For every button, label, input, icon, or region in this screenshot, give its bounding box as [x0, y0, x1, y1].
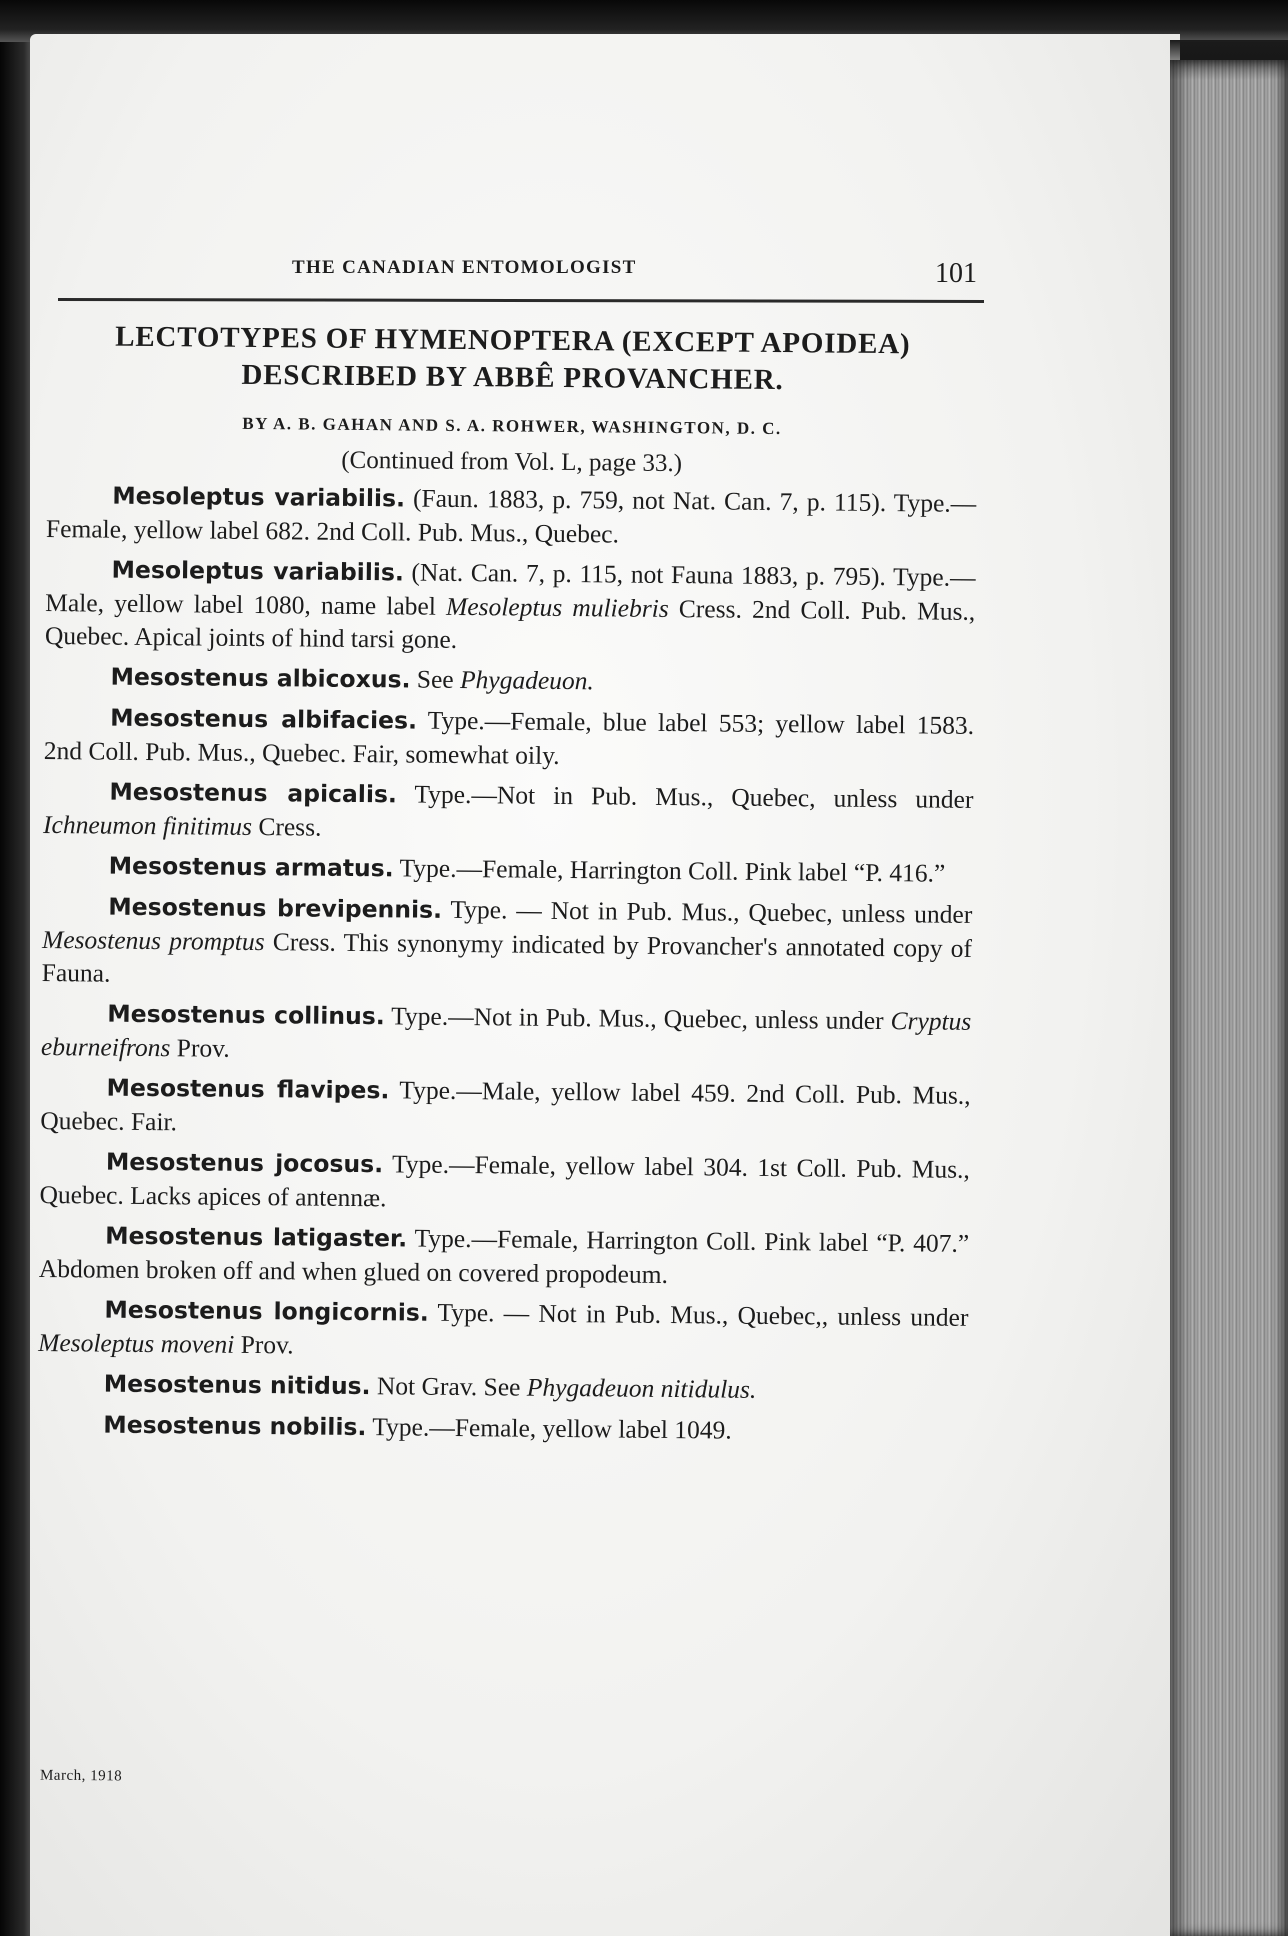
entry-text: (Nat. Can. 7, p. 115, not Fauna 1883, p. 795). Type.—Male, yellow label 1080, name label: [45, 557, 976, 621]
entry-text: Type. — Not in Pub. Mus., Quebec, unless under: [441, 894, 973, 929]
entry: [43, 848, 973, 891]
entry-italic: Mesoleptus muliebris: [445, 591, 669, 623]
entry-text: See: [410, 664, 461, 694]
entry: [39, 1218, 970, 1294]
byline: BY A. B. GAHAN AND S. A. ROHWER, WASHINGTON, D. C.: [242, 413, 782, 439]
header-rule: [58, 298, 984, 303]
entry-text: Type.—Female, Harrington Coll. Pink label “P. 416.”: [393, 853, 946, 888]
entry: [39, 1144, 970, 1220]
entry: [44, 659, 974, 702]
entry-text: Cress.: [251, 811, 322, 842]
entry-text: Type.—Female, blue label 553; yellow label 1583. 2nd Coll. Pub. Mus., Quebec. Fair, somewhat oily.: [43, 705, 975, 770]
article-title: [47, 318, 978, 401]
entry: [46, 478, 977, 554]
entry-text: Cress. 2nd Coll. Pub. Mus., Quebec. Apical joints of hind tarsi gone.: [44, 593, 976, 654]
entry-italic: Mesoleptus moveni: [38, 1327, 235, 1359]
entry-text: Type. — Not in Pub. Mus., Quebec,, unless under: [428, 1297, 969, 1332]
entry-italic: Phygadeuon.: [459, 664, 595, 696]
continued-note: (Continued from Vol. L, page 33.): [341, 446, 683, 478]
running-head: THE CANADIAN ENTOMOLOGIST: [292, 257, 637, 278]
entry: [44, 700, 975, 776]
entry-italic: Phygadeuon nitidulus.: [526, 1372, 757, 1404]
entry-text: Type.—Female, yellow label 304. 1st Coll. Pub. Mus., Quebec. Lacks apices of antennæ.: [39, 1149, 971, 1213]
species-name: Mesostenus collinus.: [107, 999, 385, 1031]
entry: [37, 1407, 967, 1450]
entry-italic: Mesostenus promptus: [41, 924, 265, 957]
species-name: Mesoleptus variabilis.: [111, 555, 404, 587]
entry: [45, 552, 976, 661]
entry-text: Prov.: [234, 1329, 294, 1360]
issue-date: March, 1918: [39, 1767, 123, 1785]
entry-text: Type.—Male, yellow label 459. 2nd Coll. Pub. Mus., Quebec. Fair.: [40, 1075, 971, 1137]
entry-text: Type.—Not in Pub. Mus., Quebec, unless under: [384, 1001, 891, 1036]
species-name: Mesostenus nitidus.: [103, 1369, 371, 1401]
species-name: Mesostenus longicornis.: [104, 1295, 429, 1327]
title-line: LECTOTYPES OF HYMENOPTERA (EXCEPT APOIDEA): [115, 320, 911, 361]
entry: [38, 1366, 968, 1409]
entry: [41, 996, 972, 1072]
entry-text: Type.—Female, yellow label 1049.: [366, 1412, 732, 1445]
entry-text: Cress. This synonymy indicated by Provancher's annotated copy of Fauna.: [41, 927, 973, 988]
entry-text: Type.—Not in Pub. Mus., Quebec, unless under: [396, 779, 974, 814]
species-name: Mesostenus flavipes.: [106, 1073, 390, 1105]
entry: [38, 1292, 969, 1368]
page-number: 101: [935, 258, 977, 289]
entry-italic: Cryptus eburneifrons: [40, 1006, 972, 1063]
title-line: DESCRIBED BY ABBÊ PROVANCHER.: [241, 358, 784, 397]
entry-text: Not Grav. See: [370, 1371, 527, 1402]
entry-text: Prov.: [170, 1033, 230, 1063]
species-name: Mesostenus albifacies.: [110, 703, 418, 735]
species-name: Mesostenus apicalis.: [109, 777, 398, 809]
species-name: Mesostenus nobilis.: [103, 1410, 367, 1442]
species-name: Mesoleptus variabilis.: [112, 481, 406, 513]
entry: [43, 774, 974, 850]
entry: [42, 889, 973, 998]
entry-italic: Ichneumon finitimus: [42, 809, 253, 841]
species-name: Mesostenus brevipennis.: [108, 892, 443, 924]
entry: [40, 1070, 971, 1146]
entry-text: (Faun. 1883, p. 759, not Nat. Can. 7, p. 115). Type.—Female, yellow label 682. 2nd Coll. Pub. Mus., Quebec.: [45, 483, 977, 549]
species-name: Mesostenus latigaster.: [105, 1221, 408, 1253]
species-name: Mesostenus albicoxus.: [110, 662, 411, 694]
entry-text: Type.—Female, Harrington Coll. Pink label “P. 407.” Abdomen broken off and when glued on covered propodeum.: [38, 1223, 970, 1289]
article-body: [37, 318, 978, 1457]
species-name: Mesostenus armatus.: [108, 851, 394, 883]
species-name: Mesostenus jocosus.: [105, 1147, 384, 1179]
